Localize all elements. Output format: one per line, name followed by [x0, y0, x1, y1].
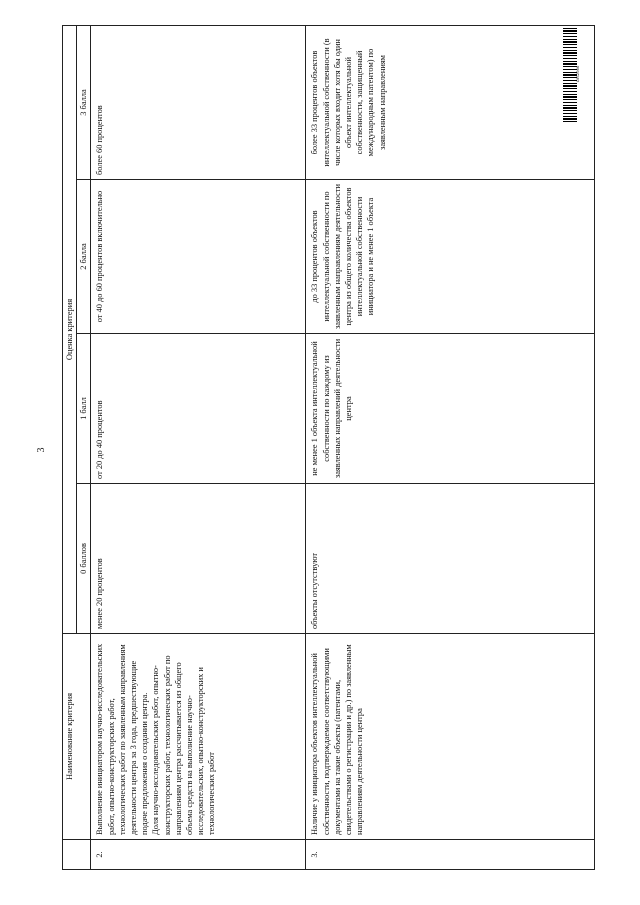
header-criterion-name: Наименование критерия	[63, 634, 91, 840]
barcode-image	[563, 26, 577, 122]
header-score-group: Оценка критерия	[63, 26, 77, 634]
header-score-2: 2 балла	[77, 180, 91, 334]
score-1-cell: не менее 1 объекта интеллектуальной собственности по каждому из заявленных направлений деятельности центра	[306, 334, 595, 484]
table-row	[91, 26, 306, 870]
row-number: 2.	[91, 840, 306, 870]
header-score-1: 1 балл	[77, 334, 91, 484]
table-header-row	[63, 26, 77, 870]
header-num	[63, 840, 91, 870]
page-number: 3	[36, 447, 47, 453]
header-score-3: 3 балла	[77, 26, 91, 180]
criterion-name: Наличие у инициатора объектов интеллектуальной собственности, подтверждаемое соответствующими документами на такие объекты (патентами, свидетельствами о регистрации и др.) по заявленным направлениям деятельности центра	[306, 634, 595, 840]
score-3-cell: более 60 процентов	[91, 26, 306, 180]
score-2-cell: до 33 процентов объектов интеллектуальной собственности по заявленным направлениям деятельности центра из общего количества объектов интеллектуальной собственности инициатора и не менее 1 объекта	[306, 180, 595, 334]
table-row	[306, 26, 595, 870]
score-1-cell: от 20 до 40 процентов	[91, 334, 306, 484]
row-number: 3.	[306, 840, 595, 870]
criterion-name: Выполнение инициатором научно-исследовательских работ, опытно-конструкторских работ, технологических работ по заявленным направлениям деятельности центра за 3 года, предшествующие подаче предложения о создании центра. Доля научно-исследовательских работ, опытно-конструкторских работ, технологических работ по направлениям центра рассчитывается из общего объема средств на выполнение научно-исследовательских, опытно-конструкторских и технологических работ	[91, 634, 306, 840]
score-0-cell: менее 20 процентов	[91, 484, 306, 634]
score-3-cell: более 33 процентов объектов интеллектуальной собственности (в числе которых входит хотя бы один объект интеллектуальной собственности, защищенный международным патентом) по заявленным направлениям	[306, 26, 595, 180]
score-2-cell: от 40 до 60 процентов включительно	[91, 180, 306, 334]
score-0-cell: объекты отсутствуют	[306, 484, 595, 634]
header-score-0: 0 баллов	[77, 484, 91, 634]
barcode-number: 1052006	[577, 65, 581, 83]
criteria-table	[62, 25, 595, 870]
